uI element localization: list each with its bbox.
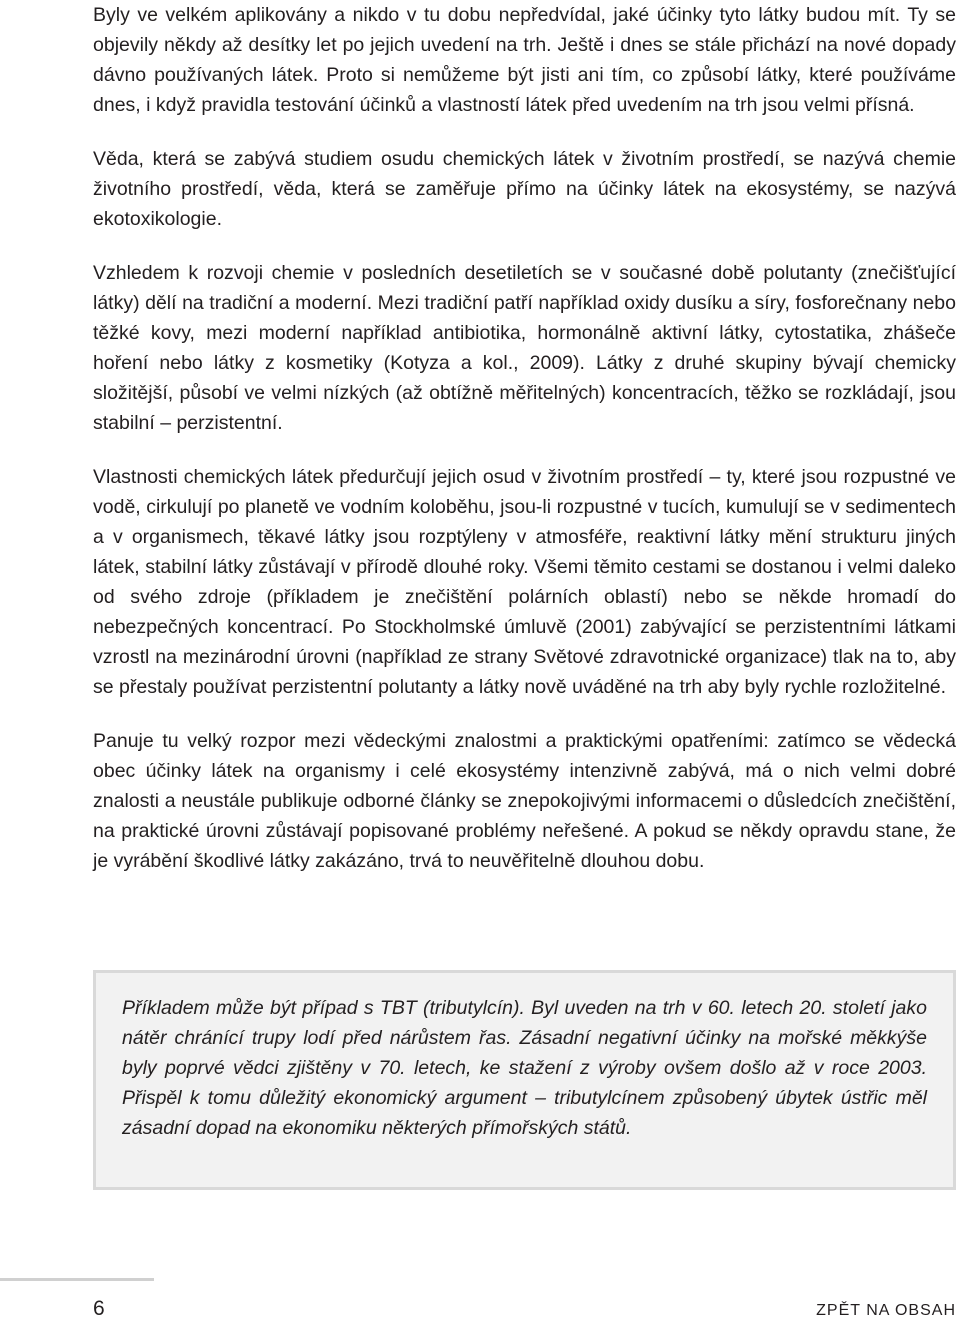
paragraph-gap	[93, 438, 956, 462]
main-text	[93, 0, 956, 876]
example-box	[93, 970, 956, 1190]
page-number: 6	[93, 1297, 105, 1320]
back-to-contents-link[interactable]: ZPĚT NA OBSAH	[816, 1302, 956, 1319]
example-box-text: Příkladem může být případ s TBT (tributylcín). Byl uveden na trh v 60. letech 20. století jako nátěr chránící trupy lodí před nárůstem řas. Zásadní negativní účinky na mořské měkkýše byly poprvé vědci zjištěny v 70. letech, ke stažení z výroby ovšem došlo až v roce 2003. Přispěl k tomu důležitý ekonomický argument – tributylcínem způsobený úbytek ústřic měl zásadní dopad na ekonomiku některých přímořských států.	[122, 997, 927, 1139]
paragraph-gap	[93, 702, 956, 726]
paragraph-3: Vzhledem k rozvoji chemie v posledních desetiletích se v současné době polutanty (znečišťující látky) dělí na tradiční a moderní. Mezi tradiční patří například oxidy dusíku a síry, fosforečnany nebo těžké kovy, mezi moderní například antibiotika, hormonálně aktivní látky, cytostatika, zhášeče hoření nebo látky z kosmetiky (Kotyza a kol., 2009). Látky z druhé skupiny bývají chemicky složitější, působí ve velmi nízkých (až obtížně měřitelných) koncentracích, těžko se rozkládají, jsou stabilní – perzistentní.	[93, 262, 956, 434]
paragraph-gap	[93, 234, 956, 258]
paragraph-2: Věda, která se zabývá studiem osudu chemických látek v životním prostředí, se nazývá chemie životního prostředí, věda, která se zaměřuje přímo na účinky látek na ekosystémy, se nazývá ekotoxikologie.	[93, 148, 956, 230]
footer-divider	[0, 1278, 154, 1281]
paragraph-gap	[93, 120, 956, 144]
paragraph-4: Vlastnosti chemických látek předurčují jejich osud v životním prostředí – ty, které jsou rozpustné ve vodě, cirkulují po planetě ve vodním koloběhu, jsou-li rozpustné v tucích, kumulují se v sedimentech a v organismech, těkavé látky jsou rozptýleny v atmosféře, reaktivní látky mění strukturu jiných látek, stabilní látky zůstávají v přírodě dlouhé roky. Všemi těmito cestami se dostanou i velmi daleko od svého zdroje (příkladem je znečištění polárních oblastí) nebo se někde hromadí do nebezpečných koncentrací. Po Stockholmské úmluvě (2001) zabývající se perzistentními látkami vzrostl na mezinárodní úrovni (například ze strany Světové zdravotnické organizace) tlak na to, aby se přestaly používat perzistentní polutanty a látky nově uváděné na trh aby byly rychle rozložitelné.	[93, 466, 956, 698]
paragraph-5: Panuje tu velký rozpor mezi vědeckými znalostmi a praktickými opatřeními: zatímco se vědecká obec účinky látek na organismy i celé ekosystémy intenzivně zabývá, má o nich velmi dobré znalosti a neustále publikuje odborné články se znepokojivými informacemi o důsledcích znečištění, na praktické úrovni zůstávají popisované problémy neřešené. A pokud se někdy opravdu stane, že je vyrábění škodlivé látky zakázáno, trvá to neuvěřitelně dlouhou dobu.	[93, 730, 956, 872]
paragraph-1: Byly ve velkém aplikovány a nikdo v tu dobu nepředvídal, jaké účinky tyto látky budou mít. Ty se objevily někdy až desítky let po jejich uvedení na trh. Ještě i dnes se stále přichází na nové dopady dávno používaných látek. Proto si nemůžeme být jisti ani tím, co způsobí látky, které používáme dnes, i když pravidla testování účinků a vlastností látek před uvedením na trh jsou velmi přísná.	[93, 4, 956, 116]
